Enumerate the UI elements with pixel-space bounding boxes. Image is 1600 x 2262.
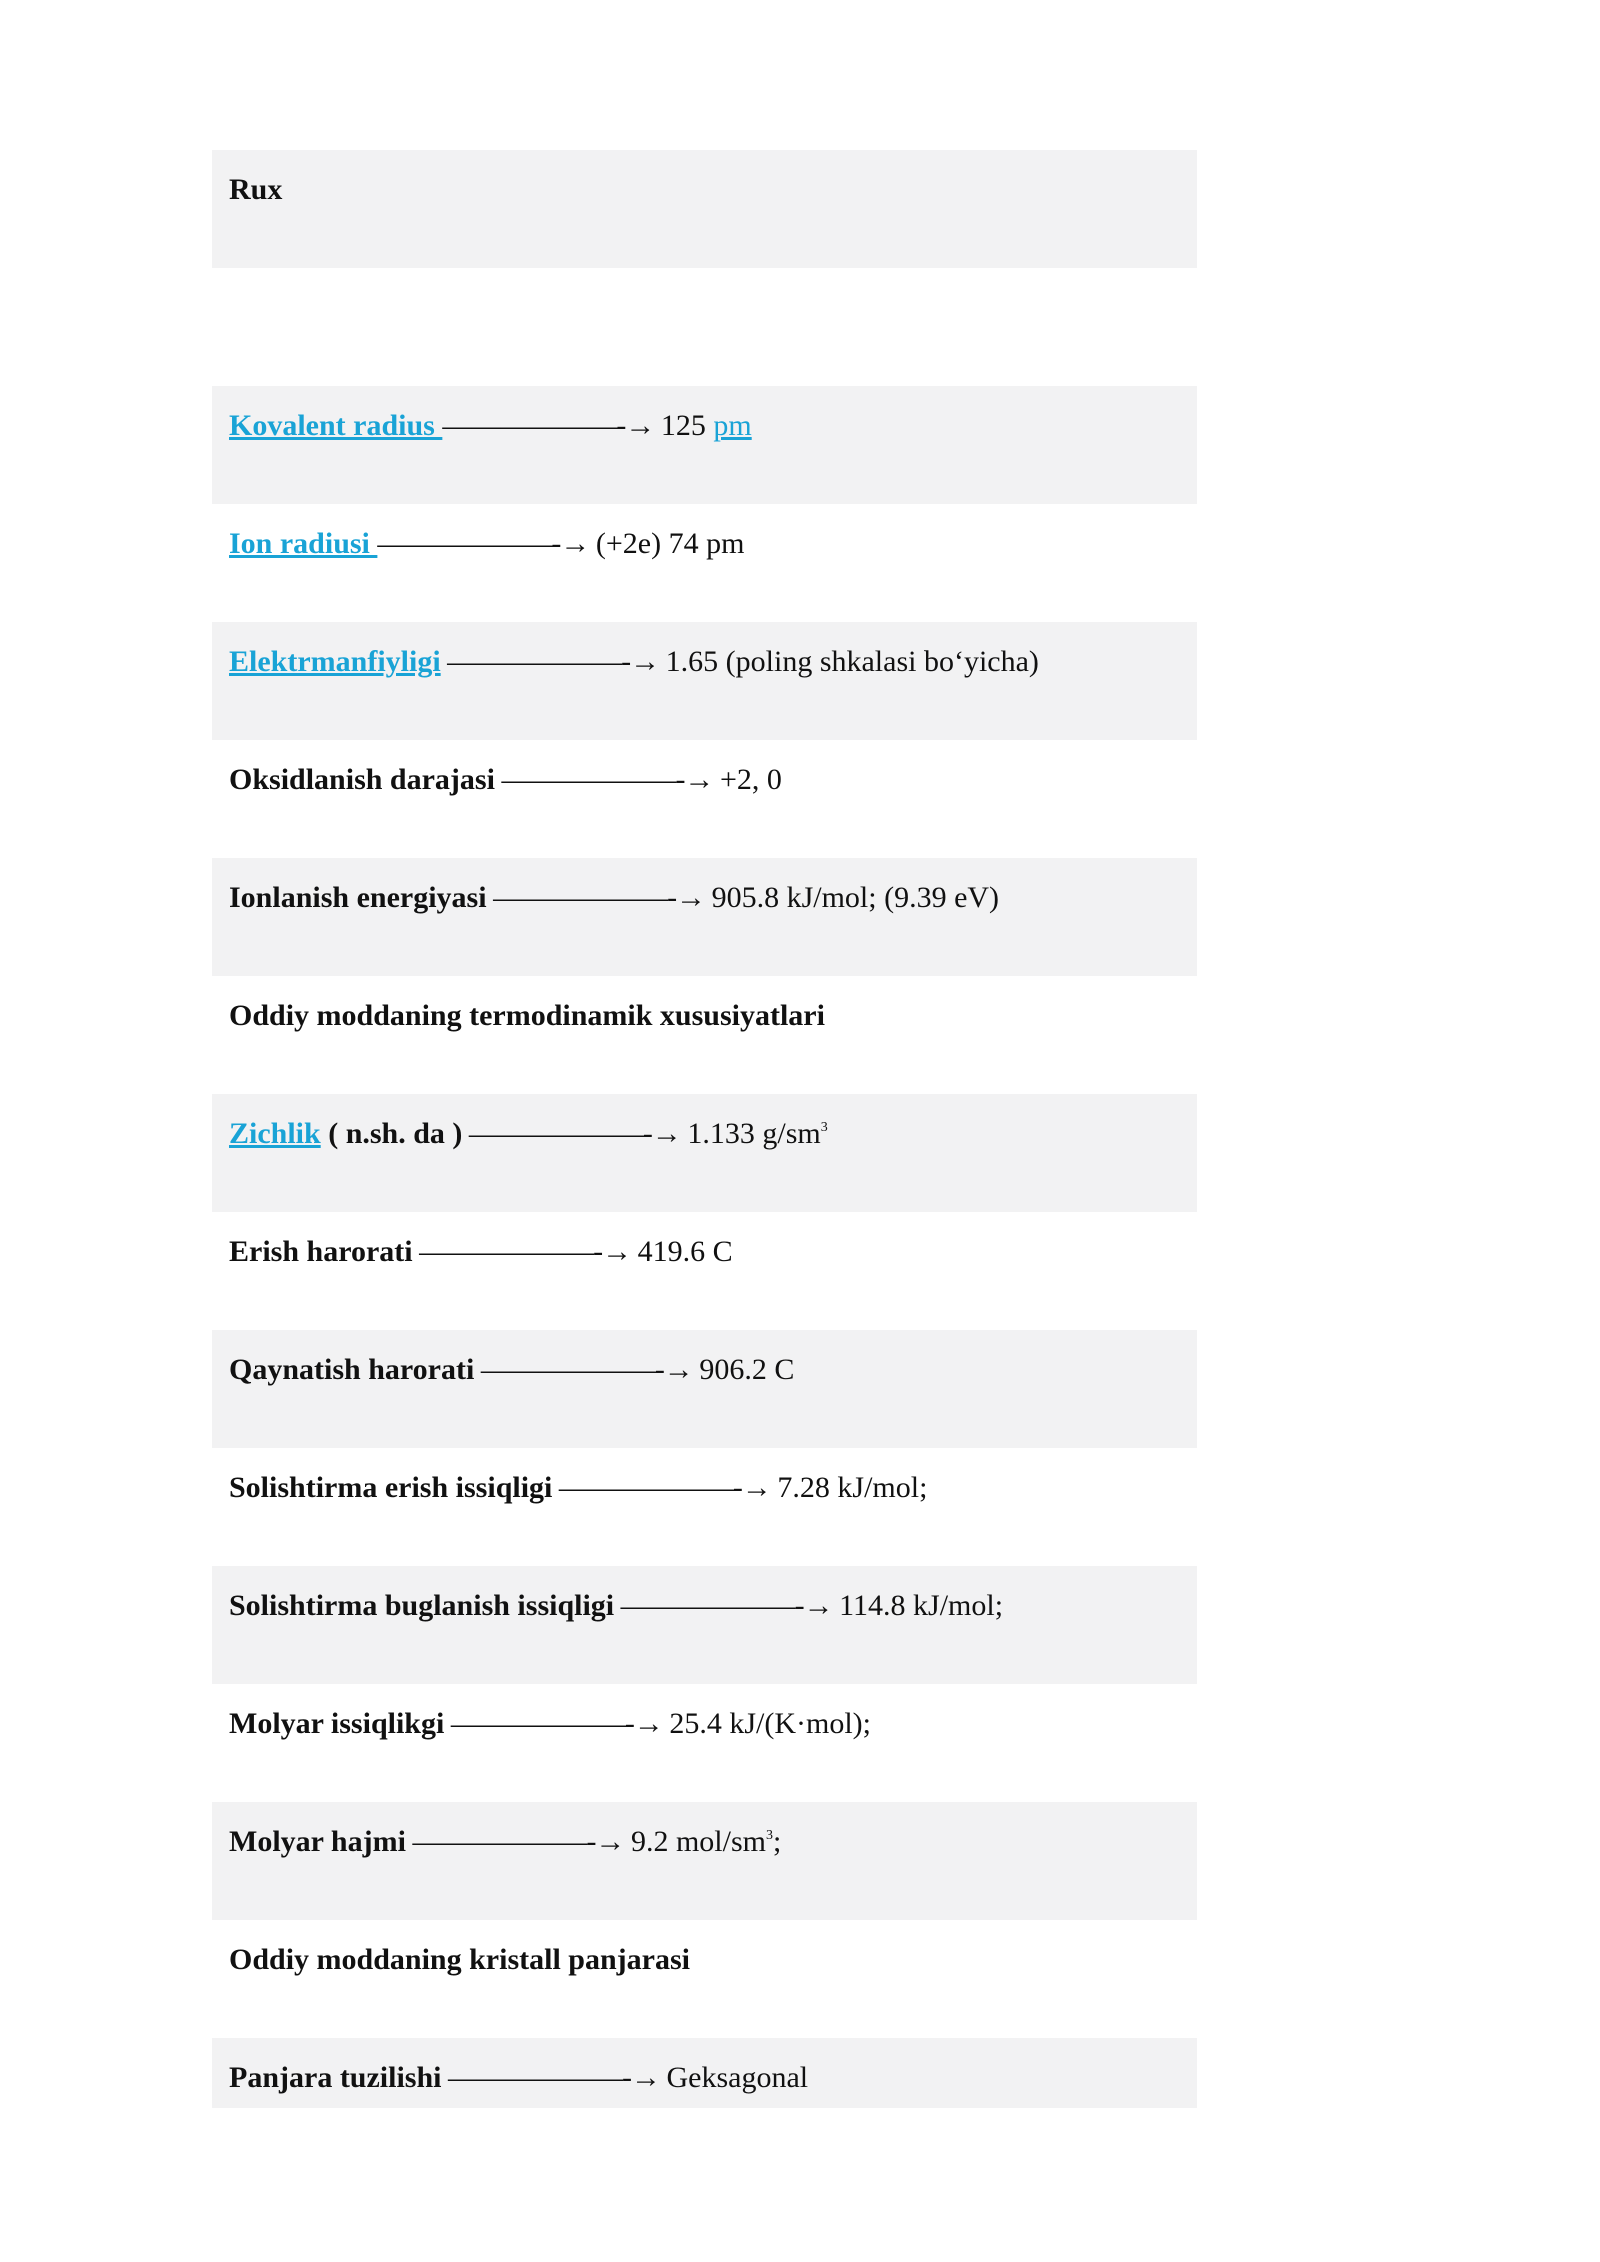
leader-arrow: ——————-→ bbox=[444, 1707, 670, 1740]
row-electronegativity bbox=[212, 622, 1197, 740]
molar-heat-capacity-value: 25.4 kJ/(K·mol); bbox=[669, 1707, 871, 1740]
row-ionization-energy bbox=[212, 858, 1197, 976]
heat-of-vaporization-value: 114.8 kJ/mol; bbox=[839, 1589, 1004, 1622]
ionization-energy-value: 905.8 kJ/mol; (9.39 eV) bbox=[711, 881, 1000, 914]
oxidation-state-label: Oksidlanish darajasi bbox=[229, 763, 495, 796]
section-heading: Oddiy moddaning kristall panjarasi bbox=[229, 1943, 690, 1976]
molar-volume-label: Molyar hajmi bbox=[229, 1825, 406, 1858]
leader-arrow: ——————-→ bbox=[442, 409, 661, 442]
leader-arrow: ——————-→ bbox=[462, 1117, 688, 1150]
row-boiling-point bbox=[212, 1330, 1197, 1448]
ionization-energy-label: Ionlanish energiyasi bbox=[229, 881, 487, 914]
heat-of-fusion-value: 7.28 kJ/mol; bbox=[777, 1471, 928, 1504]
section-crystal-lattice bbox=[212, 1920, 1197, 2038]
row-melting-point bbox=[212, 1212, 1197, 1330]
row-heat-of-vaporization bbox=[212, 1566, 1197, 1684]
lattice-structure-value: Geksagonal bbox=[666, 2061, 809, 2094]
covalent-radius-link[interactable]: Kovalent radius bbox=[229, 409, 443, 442]
superscript: 3 bbox=[820, 1120, 828, 1135]
leader-arrow: ——————-→ bbox=[552, 1471, 778, 1504]
molar-volume-value: 9.2 mol/sm bbox=[630, 1825, 766, 1858]
density-condition: ( n.sh. da ) bbox=[320, 1117, 463, 1150]
row-covalent-radius bbox=[212, 386, 1197, 504]
row-ion-radius bbox=[212, 504, 1197, 622]
title-row bbox=[212, 150, 1197, 268]
ion-radius-value: (+2e) 74 pm bbox=[595, 527, 745, 560]
row-molar-volume bbox=[212, 1802, 1197, 1920]
leader-arrow: ——————-→ bbox=[441, 2061, 667, 2094]
row-heat-of-fusion bbox=[212, 1448, 1197, 1566]
heat-of-vaporization-label: Solishtirma buglanish issiqligi bbox=[229, 1589, 615, 1622]
row-oxidation-state bbox=[212, 740, 1197, 858]
melting-point-label: Erish harorati bbox=[229, 1235, 413, 1268]
section-heading: Oddiy moddaning termodinamik xususiyatlari bbox=[229, 999, 825, 1032]
row-density bbox=[212, 1094, 1197, 1212]
density-link[interactable]: Zichlik bbox=[229, 1117, 321, 1150]
empty-row bbox=[212, 268, 1197, 386]
pm-unit-link[interactable]: pm bbox=[713, 409, 752, 442]
covalent-radius-value: 125 bbox=[660, 409, 714, 442]
leader-arrow: ——————-→ bbox=[405, 1825, 631, 1858]
leader-arrow: ——————-→ bbox=[440, 645, 666, 678]
electronegativity-link[interactable]: Elektrmanfiyligi bbox=[229, 645, 441, 678]
row-lattice-structure bbox=[212, 2038, 1197, 2108]
leader-arrow: ——————-→ bbox=[486, 881, 712, 914]
heat-of-fusion-label: Solishtirma erish issiqligi bbox=[229, 1471, 553, 1504]
lattice-structure-label: Panjara tuzilishi bbox=[229, 2061, 442, 2094]
melting-point-value: 419.6 C bbox=[637, 1235, 733, 1268]
section-thermodynamic bbox=[212, 976, 1197, 1094]
leader-arrow: ——————-→ bbox=[614, 1589, 840, 1622]
ion-radius-link[interactable]: Ion radiusi bbox=[229, 527, 378, 560]
molar-volume-tail: ; bbox=[772, 1825, 782, 1858]
property-table bbox=[212, 150, 1197, 2108]
leader-arrow: ——————-→ bbox=[474, 1353, 700, 1386]
leader-arrow: ——————-→ bbox=[377, 527, 596, 560]
element-title: Rux bbox=[229, 173, 283, 206]
molar-heat-capacity-label: Molyar issiqlikgi bbox=[229, 1707, 445, 1740]
leader-arrow: ——————-→ bbox=[494, 763, 720, 796]
boiling-point-value: 906.2 C bbox=[699, 1353, 795, 1386]
row-molar-heat-capacity bbox=[212, 1684, 1197, 1802]
leader-arrow: ——————-→ bbox=[412, 1235, 638, 1268]
boiling-point-label: Qaynatish harorati bbox=[229, 1353, 475, 1386]
oxidation-state-value: +2, 0 bbox=[719, 763, 782, 796]
electronegativity-value: 1.65 (poling shkalasi bo‘yicha) bbox=[665, 645, 1039, 678]
density-value: 1.133 g/sm bbox=[687, 1117, 821, 1150]
superscript: 3 bbox=[765, 1828, 773, 1843]
